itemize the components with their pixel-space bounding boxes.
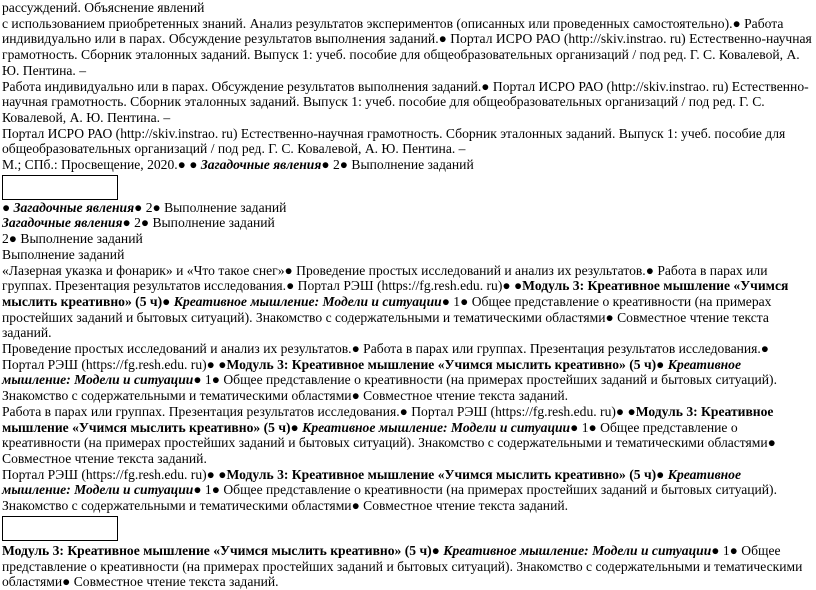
creative-thinking-topic: Креативное мышление: Модели и ситуации [302, 419, 571, 435]
paragraph-topic-1 [2, 200, 812, 216]
paragraph-task: Выполнение заданий [2, 246, 125, 262]
paragraph-task-2: 2● Выполнение заданий [2, 231, 143, 247]
paragraph-topic-2 [2, 215, 812, 231]
module-3-title: Модуль 3: Креативное мышление «Учимся мыслить креативно» (5 ч)● [226, 356, 665, 372]
topic-mysterious-phenomena: Загадочные явления [13, 199, 135, 215]
text: Портал РЭШ (https://fg.resh.edu. ru)● ● [2, 466, 227, 482]
paragraph-publisher [2, 157, 812, 173]
paragraph-portal-resh [2, 467, 812, 514]
text: ● 1● Общее представление о креативности (на примерах простейших заданий и бытовых ситуаций). Знакомство с содержательными и тематическими областями● Совместное чтение текста заданий. [2, 542, 803, 590]
creative-thinking-topic: Креативное мышление: Модели и ситуации [2, 466, 742, 498]
paragraph-module-3 [2, 543, 812, 590]
text: «Лазерная указка и фонарик» и «Что такое снег»● Проведение простых исследований и анализ их результатов.● Работа в парах или группах. Презентация результатов исследования.● Портал РЭШ (https://fg.resh.edu. ru)● ● [2, 262, 768, 294]
empty-cell-box [2, 175, 118, 200]
module-3-title: Модуль 3: Креативное мышление «Учимся мыслить креативно» (5 ч)● [226, 466, 665, 482]
paragraph-reasoning: рассуждений. Объяснение явлений [2, 0, 205, 15]
paragraph-experiments: с использованием приобретенных знаний. Анализ результатов экспериментов (описанных или проведенных самостоятельно).● Работа индивидуально или в парах. Обсуждение результатов выполнения заданий.● Портал ИСРО РАО (http://skiv.instrao. ru) Естественно-научная грамотность. Сборник эталонных заданий. Выпуск 1: учеб. пособие для общеобразовательных организаций / под ред. Г. С. Ковалевой, А. Ю. Пентина. – [2, 15, 812, 78]
text: ● 1● Общее представление о креативности (на примерах простейших заданий и бытовых ситуаций). Знакомство с содержательными и тематическими областями● Совместное чтение текста заданий. [2, 293, 772, 341]
publisher-text: М.; СПб.: Просвещение, 2020.● ● [2, 157, 198, 173]
text: ● 1● Общее представление о креативности (на примерах простейших заданий и бытовых ситуаций). Знакомство с содержательными и тематическими областями● Совместное чтение текста заданий. [2, 419, 776, 466]
creative-thinking-topic: Креативное мышление: Модели и ситуации [173, 293, 442, 309]
paragraph-portal-isro: Портал ИСРО РАО (http://skiv.instrao. ru) Естественно-научная грамотность. Сборник эталонных заданий. Выпуск 1: учеб. пособие для общеобразовательных организаций / под ред. Г. С. Ковалевой, А. Ю. Пентина. – [2, 125, 786, 157]
topic-mysterious-phenomena: Загадочные явления [2, 215, 123, 231]
task-text: ● 2● Выполнение заданий [122, 215, 275, 231]
bullet: ● [2, 199, 11, 215]
empty-cell-box [2, 516, 118, 541]
task-text: ● 2● Выполнение заданий [134, 199, 287, 215]
paragraph-research [2, 341, 812, 404]
text: Работа в парах или группах. Презентация результатов исследования.● Портал РЭШ (https://fg.resh.edu. ru)● ● [2, 403, 636, 419]
task-text: ● 2● Выполнение заданий [321, 157, 474, 173]
paragraph-individual-work: Работа индивидуально или в парах. Обсуждение результатов выполнения заданий.● Портал ИСРО РАО (http://skiv.instrao. ru) Естественно-научная грамотность. Сборник эталонных заданий. Выпуск 1: учеб. пособие для общеобразовательных организаций / под ред. Г. С. Ковалевой, А. Ю. Пентина. – [2, 78, 809, 125]
module-3-title: Модуль 3: Креативное мышление «Учимся мыслить креативно» (5 ч)● [2, 403, 774, 435]
topic-mysterious-phenomena: Загадочные явления [200, 157, 322, 173]
text: Проведение простых исследований и анализ их результатов.● Работа в парах или группах. Презентация результатов исследования.● Портал РЭШ (https://fg.resh.edu. ru)● ● [2, 341, 770, 372]
module-3-title: Модуль 3: Креативное мышление «Учимся мыслить креативно» (5 ч)● [2, 542, 440, 558]
module-3-title: Модуль 3: Креативное мышление «Учимся мыслить креативно» (5 ч)● [2, 278, 789, 309]
paragraph-group-work [2, 404, 812, 467]
creative-thinking-topic: Креативное мышление: Модели и ситуации [443, 542, 712, 558]
creative-thinking-topic: Креативное мышление: Модели и ситуации [2, 356, 742, 388]
paragraph-laser-pointer [2, 263, 812, 342]
text: ● 1● Общее представление о креативности (на примерах простейших заданий и бытовых ситуаций). Знакомство с содержательными и тематическими областями● Совместное чтение текста заданий. [2, 482, 777, 514]
text: ● 1● Общее представление о креативности (на примерах простейших заданий и бытовых ситуаций). Знакомство с содержательными и тематическими областями● Совместное чтение текста заданий. [2, 372, 777, 404]
